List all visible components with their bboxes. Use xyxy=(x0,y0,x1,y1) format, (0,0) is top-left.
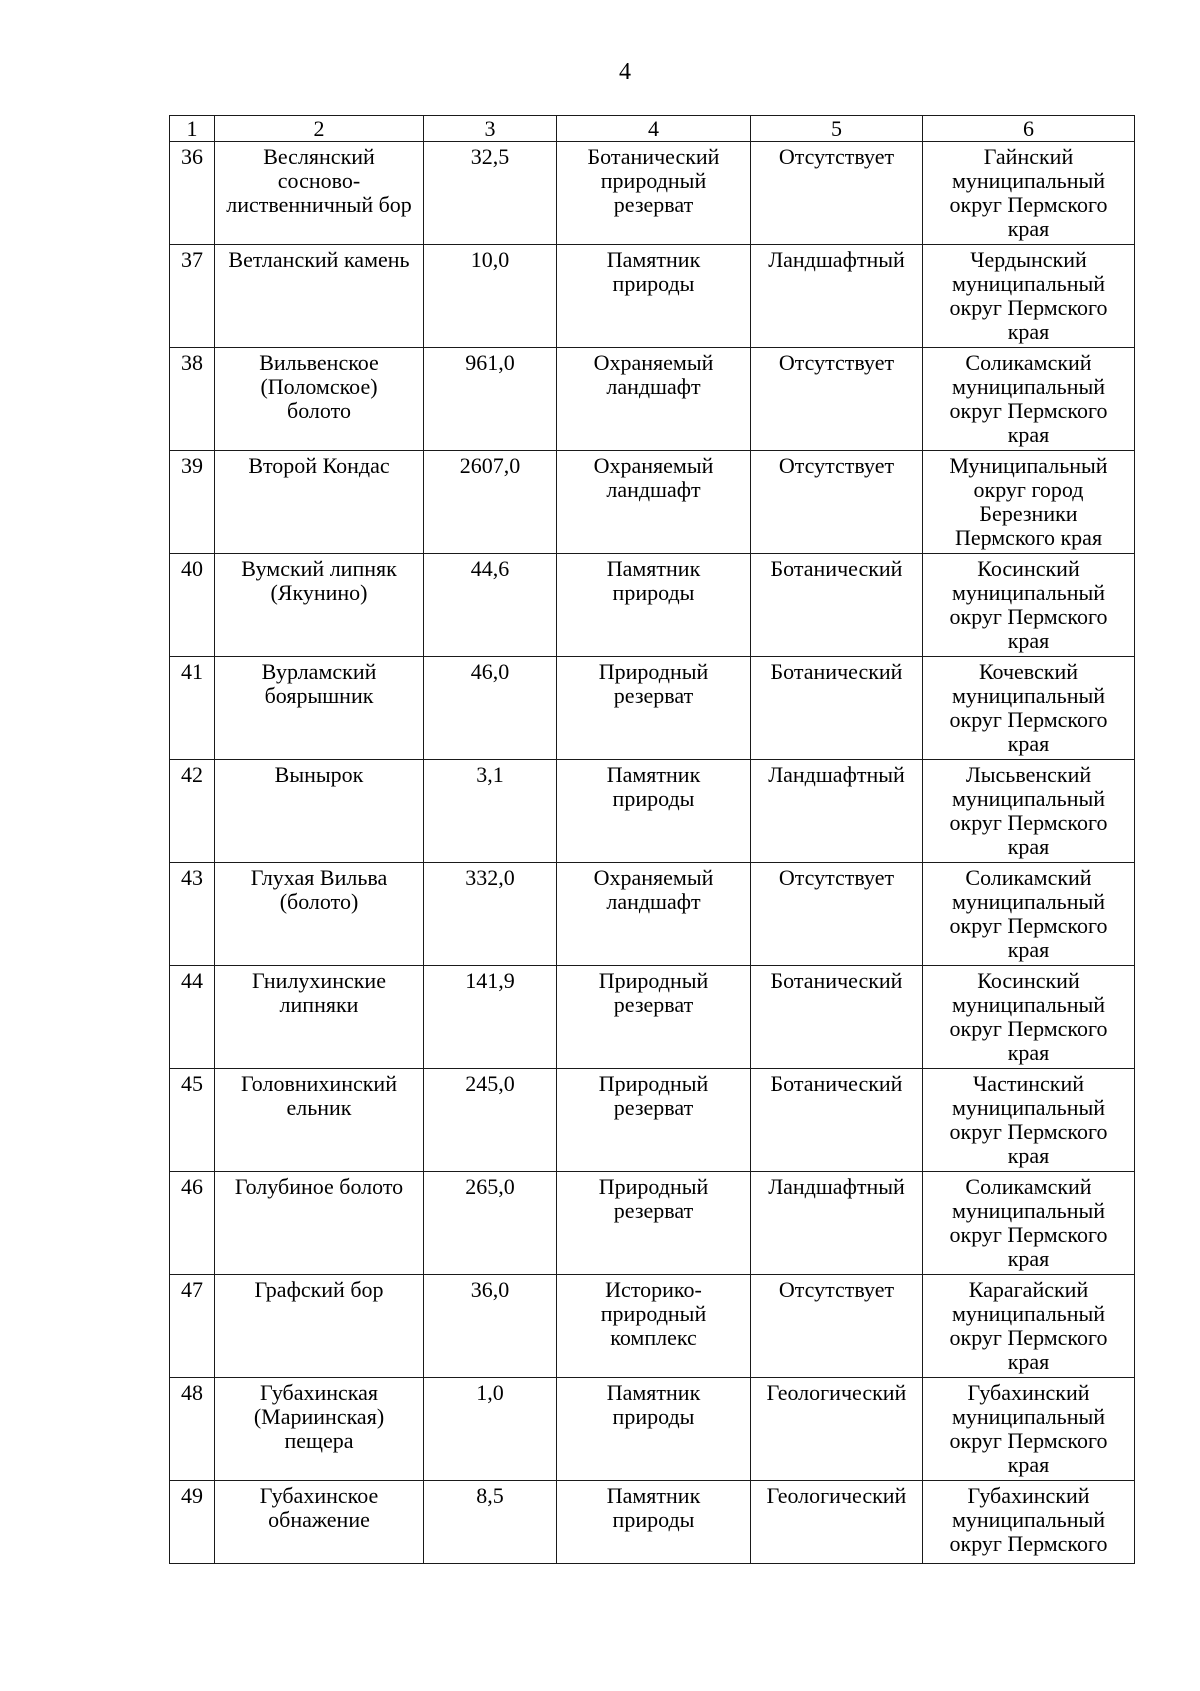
cell-location-line: округ Пермского xyxy=(949,1119,1108,1144)
cell-area: 245,0 xyxy=(424,1069,557,1172)
cell-name xyxy=(215,1378,424,1481)
cell-location-line: муниципальный xyxy=(951,271,1106,296)
cell-location-line: округ Пермского xyxy=(949,1531,1108,1556)
cell-category-line: Охраняемый xyxy=(593,350,714,375)
cell-location-line: Пермского края xyxy=(954,525,1103,550)
cell-category-line: ландшафт xyxy=(606,889,701,914)
cell-profile xyxy=(751,1069,923,1172)
cell-number: 45 xyxy=(170,1069,215,1172)
cell-profile-line: Отсутствует xyxy=(778,350,895,375)
table-row xyxy=(170,657,1135,760)
cell-area: 36,0 xyxy=(424,1275,557,1378)
cell-name-line: Веслянский xyxy=(263,144,375,169)
cell-location-line: округ Пермского xyxy=(949,707,1108,732)
cell-location-line: края xyxy=(1007,731,1050,756)
cell-category-line: природы xyxy=(612,1404,695,1429)
column-header-name: 2 xyxy=(215,116,424,142)
cell-profile-line: Ботанический xyxy=(770,556,903,581)
cell-profile-line: Геологический xyxy=(766,1483,907,1508)
cell-profile xyxy=(751,863,923,966)
cell-name-line: Губахинская xyxy=(259,1380,379,1405)
cell-name-line: (болото) xyxy=(279,889,359,914)
cell-name-line: липняки xyxy=(279,992,359,1017)
cell-category-line: Памятник xyxy=(606,1483,701,1508)
cell-location-line: края xyxy=(1007,1040,1050,1065)
cell-location-line: округ Пермского xyxy=(949,398,1108,423)
cell-location-line: края xyxy=(1007,1349,1050,1374)
cell-location-line: края xyxy=(1007,422,1050,447)
cell-profile-line: Отсутствует xyxy=(778,453,895,478)
cell-name-line: болото xyxy=(287,398,351,423)
cell-area: 32,5 xyxy=(424,142,557,245)
cell-location-line: муниципальный xyxy=(951,889,1106,914)
cell-number: 48 xyxy=(170,1378,215,1481)
cell-profile-line: Отсутствует xyxy=(778,144,895,169)
cell-category xyxy=(557,451,751,554)
cell-location-line: округ Пермского xyxy=(949,192,1108,217)
cell-profile xyxy=(751,1378,923,1481)
cell-location xyxy=(923,760,1135,863)
cell-location xyxy=(923,1172,1135,1275)
cell-location-line: округ город xyxy=(973,477,1084,502)
cell-number: 38 xyxy=(170,348,215,451)
cell-category-line: Природный xyxy=(598,1071,709,1096)
cell-profile xyxy=(751,554,923,657)
cell-location-line: Соликамский xyxy=(965,865,1092,890)
cell-location xyxy=(923,863,1135,966)
cell-location xyxy=(923,1378,1135,1481)
cell-location-line: округ Пермского xyxy=(949,913,1108,938)
cell-profile xyxy=(751,348,923,451)
table-row xyxy=(170,863,1135,966)
table-row xyxy=(170,1481,1135,1564)
cell-number: 46 xyxy=(170,1172,215,1275)
cell-name-line: Вынырок xyxy=(274,762,364,787)
cell-location-line: Частинский xyxy=(973,1071,1084,1096)
cell-name-line: сосново- xyxy=(277,168,361,193)
cell-category-line: ландшафт xyxy=(606,477,701,502)
cell-name xyxy=(215,966,424,1069)
cell-category-line: резерват xyxy=(613,992,694,1017)
cell-location-line: муниципальный xyxy=(951,992,1106,1017)
cell-name-line: (Якунино) xyxy=(270,580,368,605)
table-header-row xyxy=(170,116,1135,142)
cell-location xyxy=(923,1069,1135,1172)
cell-location-line: Лысьвенский xyxy=(965,762,1092,787)
cell-category-line: комплекс xyxy=(610,1325,697,1350)
cell-location xyxy=(923,554,1135,657)
cell-profile xyxy=(751,1481,923,1564)
table-row xyxy=(170,1275,1135,1378)
cell-location xyxy=(923,348,1135,451)
cell-location-line: края xyxy=(1007,834,1050,859)
table-row xyxy=(170,554,1135,657)
cell-location-line: Косинский xyxy=(977,968,1080,993)
cell-category-line: ландшафт xyxy=(606,374,701,399)
cell-location-line: края xyxy=(1007,628,1050,653)
cell-category xyxy=(557,657,751,760)
cell-location-line: округ Пермского xyxy=(949,604,1108,629)
cell-location-line: округ Пермского xyxy=(949,1016,1108,1041)
cell-category-line: Историко- xyxy=(605,1277,702,1302)
cell-name xyxy=(215,1481,424,1564)
cell-name-line: лиственничный бор xyxy=(226,192,412,217)
cell-location-line: округ Пермского xyxy=(949,810,1108,835)
cell-category-line: Памятник xyxy=(606,247,701,272)
page-number: 4 xyxy=(619,59,631,85)
cell-profile xyxy=(751,142,923,245)
table-row xyxy=(170,966,1135,1069)
cell-category-line: природы xyxy=(612,1507,695,1532)
table-row xyxy=(170,1378,1135,1481)
cell-category-line: природы xyxy=(612,580,695,605)
cell-name-line: Графский бор xyxy=(254,1277,384,1302)
cell-name xyxy=(215,348,424,451)
cell-location-line: края xyxy=(1007,1246,1050,1271)
cell-category-line: Природный xyxy=(598,968,709,993)
cell-area: 961,0 xyxy=(424,348,557,451)
cell-location-line: края xyxy=(1007,216,1050,241)
cell-number: 36 xyxy=(170,142,215,245)
cell-name xyxy=(215,760,424,863)
cell-name-line: Второй Кондас xyxy=(248,453,390,478)
cell-category-line: Ботанический xyxy=(587,144,720,169)
cell-name-line: ельник xyxy=(286,1095,352,1120)
cell-name-line: боярышник xyxy=(264,683,374,708)
table-row xyxy=(170,348,1135,451)
cell-area: 10,0 xyxy=(424,245,557,348)
cell-location-line: края xyxy=(1007,1452,1050,1477)
cell-name-line: пещера xyxy=(284,1428,354,1453)
cell-location xyxy=(923,1481,1135,1564)
cell-location-line: муниципальный xyxy=(951,580,1106,605)
cell-number: 42 xyxy=(170,760,215,863)
cell-category xyxy=(557,1481,751,1564)
cell-profile xyxy=(751,1275,923,1378)
cell-location-line: Соликамский xyxy=(965,1174,1092,1199)
cell-profile xyxy=(751,966,923,1069)
cell-area: 8,5 xyxy=(424,1481,557,1564)
cell-location-line: муниципальный xyxy=(951,374,1106,399)
cell-location-line: края xyxy=(1007,319,1050,344)
cell-location xyxy=(923,245,1135,348)
cell-name-line: Губахинское xyxy=(259,1483,379,1508)
cell-location-line: Чердынский xyxy=(970,247,1087,272)
cell-location xyxy=(923,451,1135,554)
cell-location-line: муниципальный xyxy=(951,1507,1106,1532)
table-row xyxy=(170,451,1135,554)
cell-category-line: резерват xyxy=(613,192,694,217)
cell-name xyxy=(215,451,424,554)
cell-area: 44,6 xyxy=(424,554,557,657)
table-row xyxy=(170,760,1135,863)
cell-profile-line: Геологический xyxy=(766,1380,907,1405)
cell-number: 41 xyxy=(170,657,215,760)
cell-location-line: Косинский xyxy=(977,556,1080,581)
cell-location-line: Березники xyxy=(979,501,1078,526)
cell-name-line: Головнихинский xyxy=(241,1071,397,1096)
cell-number: 44 xyxy=(170,966,215,1069)
cell-name xyxy=(215,142,424,245)
cell-name-line: обнажение xyxy=(268,1507,370,1532)
cell-category xyxy=(557,863,751,966)
cell-category-line: природы xyxy=(612,271,695,296)
cell-name xyxy=(215,863,424,966)
cell-location-line: округ Пермского xyxy=(949,295,1108,320)
cell-profile-line: Отсутствует xyxy=(778,1277,895,1302)
cell-number: 47 xyxy=(170,1275,215,1378)
cell-name-line: Ветланский камень xyxy=(228,247,410,272)
cell-category xyxy=(557,554,751,657)
cell-location-line: края xyxy=(1007,937,1050,962)
cell-area: 332,0 xyxy=(424,863,557,966)
column-header-category: 4 xyxy=(557,116,751,142)
cell-profile-line: Ботанический xyxy=(770,968,903,993)
cell-name xyxy=(215,657,424,760)
column-header-location: 6 xyxy=(923,116,1135,142)
cell-number: 43 xyxy=(170,863,215,966)
cell-category xyxy=(557,760,751,863)
cell-name xyxy=(215,554,424,657)
cell-number: 49 xyxy=(170,1481,215,1564)
cell-location xyxy=(923,966,1135,1069)
cell-location-line: округ Пермского xyxy=(949,1428,1108,1453)
column-header-area: 3 xyxy=(424,116,557,142)
cell-category-line: Памятник xyxy=(606,1380,701,1405)
cell-location-line: округ Пермского xyxy=(949,1222,1108,1247)
table-row xyxy=(170,245,1135,348)
cell-profile xyxy=(751,760,923,863)
cell-category xyxy=(557,1172,751,1275)
cell-location-line: Кочевский xyxy=(978,659,1079,684)
cell-location xyxy=(923,1275,1135,1378)
cell-name-line: Вумский липняк xyxy=(241,556,397,581)
cell-number: 40 xyxy=(170,554,215,657)
cell-category-line: природы xyxy=(612,786,695,811)
cell-category-line: природный xyxy=(600,168,707,193)
cell-category-line: Природный xyxy=(598,1174,709,1199)
cell-profile-line: Ботанический xyxy=(770,659,903,684)
cell-name xyxy=(215,1069,424,1172)
cell-category-line: Природный xyxy=(598,659,709,684)
cell-category xyxy=(557,142,751,245)
cell-profile-line: Ландшафтный xyxy=(768,247,905,272)
cell-area: 1,0 xyxy=(424,1378,557,1481)
cell-profile-line: Ландшафтный xyxy=(768,1174,905,1199)
cell-name-line: Вурламский xyxy=(261,659,377,684)
cell-number: 39 xyxy=(170,451,215,554)
cell-location-line: края xyxy=(1007,1143,1050,1168)
cell-category xyxy=(557,1275,751,1378)
cell-category xyxy=(557,1378,751,1481)
cell-profile-line: Ландшафтный xyxy=(768,762,905,787)
cell-location-line: муниципальный xyxy=(951,1301,1106,1326)
cell-area: 141,9 xyxy=(424,966,557,1069)
cell-name xyxy=(215,245,424,348)
cell-location xyxy=(923,142,1135,245)
cell-location-line: Соликамский xyxy=(965,350,1092,375)
cell-area: 2607,0 xyxy=(424,451,557,554)
cell-location-line: Карагайский xyxy=(968,1277,1089,1302)
cell-location-line: муниципальный xyxy=(951,168,1106,193)
cell-location-line: Муниципальный xyxy=(949,453,1108,478)
cell-name-line: Вильвенское xyxy=(259,350,379,375)
cell-number: 37 xyxy=(170,245,215,348)
cell-area: 265,0 xyxy=(424,1172,557,1275)
cell-category-line: резерват xyxy=(613,683,694,708)
cell-category-line: Охраняемый xyxy=(593,453,714,478)
cell-profile xyxy=(751,1172,923,1275)
cell-location-line: Губахинский xyxy=(967,1380,1090,1405)
cell-location xyxy=(923,657,1135,760)
cell-category xyxy=(557,1069,751,1172)
table-row xyxy=(170,142,1135,245)
cell-area: 46,0 xyxy=(424,657,557,760)
cell-profile xyxy=(751,245,923,348)
cell-category-line: Охраняемый xyxy=(593,865,714,890)
cell-category xyxy=(557,245,751,348)
cell-profile-line: Отсутствует xyxy=(778,865,895,890)
table-row xyxy=(170,1172,1135,1275)
cell-profile-line: Ботанический xyxy=(770,1071,903,1096)
cell-category xyxy=(557,348,751,451)
cell-name-line: Гнилухинские xyxy=(252,968,386,993)
cell-name xyxy=(215,1275,424,1378)
cell-location-line: округ Пермского xyxy=(949,1325,1108,1350)
cell-category-line: природный xyxy=(600,1301,707,1326)
cell-name-line: Глухая Вильва xyxy=(250,865,388,890)
cell-category xyxy=(557,966,751,1069)
cell-name-line: (Поломское) xyxy=(260,374,378,399)
cell-location-line: муниципальный xyxy=(951,683,1106,708)
cell-location-line: муниципальный xyxy=(951,1404,1106,1429)
cell-category-line: Памятник xyxy=(606,762,701,787)
cell-name-line: Голубиное болото xyxy=(234,1174,404,1199)
cell-area: 3,1 xyxy=(424,760,557,863)
cell-category-line: резерват xyxy=(613,1198,694,1223)
cell-category-line: резерват xyxy=(613,1095,694,1120)
cell-name-line: (Мариинская) xyxy=(253,1404,385,1429)
cell-location-line: муниципальный xyxy=(951,1198,1106,1223)
cell-location-line: Губахинский xyxy=(967,1483,1090,1508)
table-body xyxy=(170,116,1135,1564)
cell-location-line: муниципальный xyxy=(951,1095,1106,1120)
cell-location-line: муниципальный xyxy=(951,786,1106,811)
cell-name xyxy=(215,1172,424,1275)
cell-location-line: Гайнский xyxy=(983,144,1074,169)
cell-profile xyxy=(751,451,923,554)
column-header-number: 1 xyxy=(170,116,215,142)
protected-areas-table xyxy=(169,115,1135,1564)
table-row xyxy=(170,1069,1135,1172)
column-header-profile: 5 xyxy=(751,116,923,142)
cell-category-line: Памятник xyxy=(606,556,701,581)
cell-profile xyxy=(751,657,923,760)
